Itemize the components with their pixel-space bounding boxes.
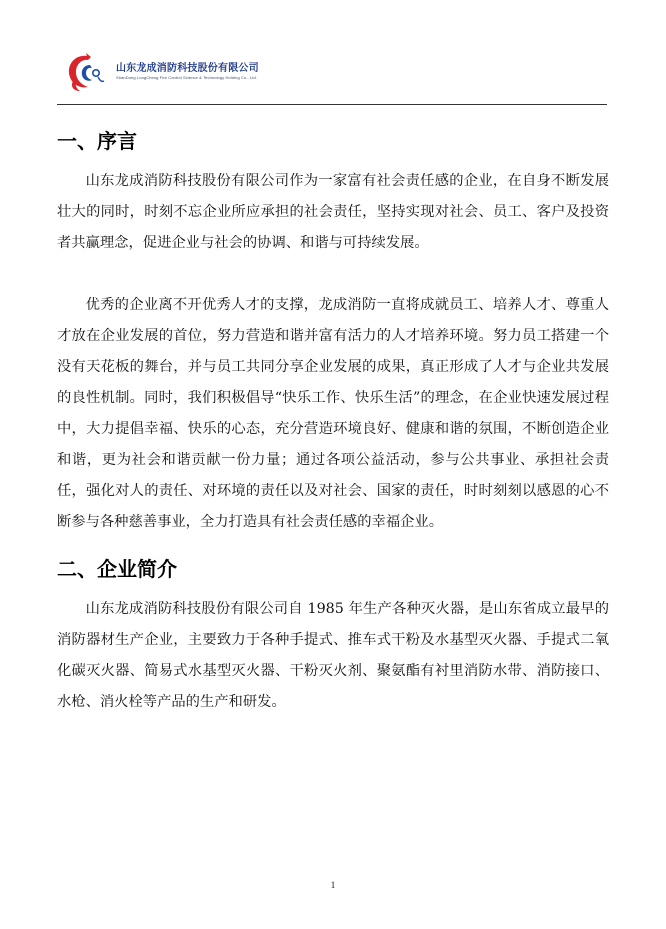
company-name-en: ShanDong LongCheng Fire Control Science & Technology Holding Co., Ltd. [116, 75, 258, 80]
header-divider [57, 104, 607, 105]
preface-paragraph-2: 优秀的企业离不开优秀人才的支撑，龙成消防一直将成就员工、培养人才、尊重人才放在企业发展的首位，努力营造和谐并富有活力的人才培养环境。努力员工搭建一个没有天花板的舞台，并与员工共同分享企业发展的成果，真正形成了人才与企业共发展的良性机制。同时，我们积极倡导“快乐工作、快乐生活”的理念，在企业快速发展过程中，大力提倡幸福、快乐的心态，充分营造环境良好、健康和谐的氛围，不断创造企业和谐，更为社会和谐贡献一份力量；通过各项公益活动，参与公共事业、承担社会责任，强化对人的责任、对环境的责任以及对社会、国家的责任，时时刻刻以感恩的心不断参与各种慈善事业，全力打造具有社会责任感的幸福企业。 [57, 297, 609, 530]
document-body [57, 126, 609, 718]
preface-paragraph-1: 山东龙成消防科技股份有限公司作为一家富有社会责任感的企业，在自身不断发展壮大的同时，时刻不忘企业所应承担的社会责任，坚持实现对社会、员工、客户及投资者共赢理念，促进企业与社会的协调、和谐与可持续发展。 [57, 173, 609, 251]
page-number: 1 [330, 880, 336, 890]
section-heading-preface: 一、序言 [57, 129, 137, 153]
company-intro-paragraph: 山东龙成消防科技股份有限公司自 1985 年生产各种灭火器，是山东省成立最早的消防器材生产企业，主要致力于各种手提式、推车式干粉及水基型灭火器、手提式二氧化碳灭火器、简易式水基型灭火器、干粉灭火剂、聚氨酯有衬里消防水带、消防接口、水枪、消火栓等产品的生产和研发。 [57, 601, 609, 710]
section-heading-company-intro: 二、企业简介 [57, 557, 177, 581]
letterhead [58, 47, 618, 101]
dragon-logo-icon [64, 51, 106, 93]
company-name-cn: 山东龙成消防科技股份有限公司 [116, 63, 259, 74]
